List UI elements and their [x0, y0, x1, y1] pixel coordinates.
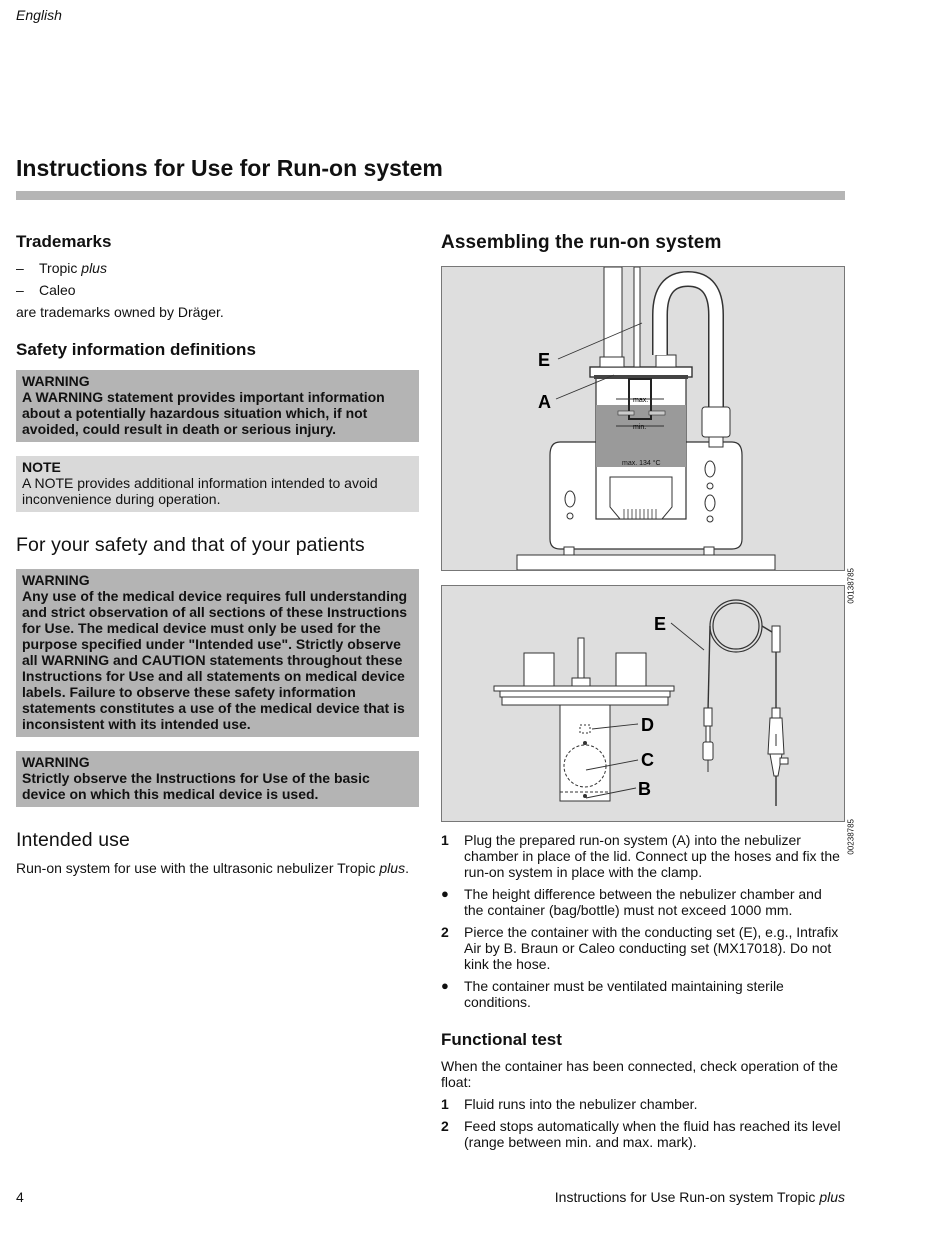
run-on-components-illustration [442, 586, 844, 821]
trademark-item: – Caleo [16, 282, 76, 298]
page-title: Instructions for Use for Run-on system [16, 155, 443, 181]
title-rule [16, 191, 845, 200]
max-mark-label: max. [633, 397, 649, 404]
list-item: ● The container must be ventilated maintaining sterile conditions. [441, 978, 784, 1010]
figure-code: 00138785 [847, 568, 856, 604]
warning-definition-box [16, 370, 419, 442]
language-label: English [16, 7, 62, 23]
callout-e: E [538, 350, 551, 370]
intended-use-heading: Intended use [16, 829, 130, 851]
right-column [441, 232, 856, 1156]
trademark-name: Tropic [39, 260, 82, 276]
assembling-heading: Assembling the run-on system [441, 232, 722, 253]
trademark-owner-text: are trademarks owned by Dräger. [16, 304, 224, 320]
warning-text: A WARNING statement provides important information about a potentially hazardous situation which, if not avoided, could result in death or serious injury. [22, 389, 385, 437]
warning-box-full-understanding [16, 569, 419, 737]
trademarks-heading: Trademarks [16, 232, 112, 251]
min-mark-label: min. [633, 424, 647, 431]
note-label: NOTE [22, 459, 61, 475]
callout-a: A [538, 392, 551, 412]
safety-definitions-heading: Safety information definitions [16, 340, 256, 359]
figure-code: 00238785 [847, 819, 856, 855]
left-column [16, 232, 419, 876]
assembly-steps [441, 832, 845, 1010]
note-text: A NOTE provides additional information intended to avoid inconvenience during operation. [22, 475, 378, 507]
footer-title: Instructions for Use Run-on system Tropic plus [554, 1189, 845, 1205]
intended-use-text: Run-on system for use with the ultrasonic nebulizer Tropic plus. [16, 860, 409, 876]
figure-nebulizer-assembly [441, 266, 856, 604]
callout-d: D [641, 715, 654, 735]
functional-test-heading: Functional test [441, 1030, 562, 1049]
callout-e: E [654, 614, 667, 634]
nebulizer-assembly-illustration [442, 267, 844, 570]
trademark-suffix: plus [81, 260, 107, 276]
warning-label: WARNING [22, 373, 90, 389]
functional-test-intro: When the container has been connected, check operation of the float: [441, 1058, 838, 1090]
max-temperature-label: max. 134 °C [622, 460, 661, 467]
warning-text: Any use of the medical device requires full understanding and strict observation of all sections of these Instructions for Use. The medical device must only be used for the purpose specified under "Intended use". Strictly observe all WARNING and CAUTION statements throughout these Instructions for Use and all statements on medical device labels. Failure to observe these safety information statements constitutes a use of the medical device that is inconsistent with its intended use. [22, 588, 408, 732]
note-definition-box [16, 456, 419, 512]
list-item: ● The height difference between the nebulizer chamber and the container (bag/bottle) must not exceed 1000 mm. [441, 886, 822, 918]
callout-c: C [641, 750, 654, 770]
list-item: 2 Feed stops automatically when the fluid has reached its level (range between min. and max. mark). [441, 1118, 841, 1150]
list-item: 1 Fluid runs into the nebulizer chamber. [441, 1096, 698, 1112]
functional-test-steps [441, 1096, 845, 1150]
your-safety-heading: For your safety and that of your patients [16, 534, 365, 556]
page-number: 4 [16, 1189, 24, 1205]
warning-box-basic-device [16, 751, 419, 807]
warning-text: Strictly observe the Instructions for Use of the basic device on which this medical device is used. [22, 770, 370, 802]
warning-label: WARNING [22, 572, 90, 588]
trademark-item: – Tropic plus [16, 260, 107, 276]
list-item: 2 Pierce the container with the conducting set (E), e.g., Intrafix Air by B. Braun or Caleo conducting set (MX17018). Do not kink the hose. [441, 924, 839, 972]
warning-label: WARNING [22, 754, 90, 770]
trademark-name: Caleo [39, 282, 76, 298]
list-item: 1 Plug the prepared run-on system (A) into the nebulizer chamber in place of the lid. Connect up the hoses and fix the run-on system in place with the clamp. [441, 832, 840, 880]
callout-b: B [638, 779, 651, 799]
